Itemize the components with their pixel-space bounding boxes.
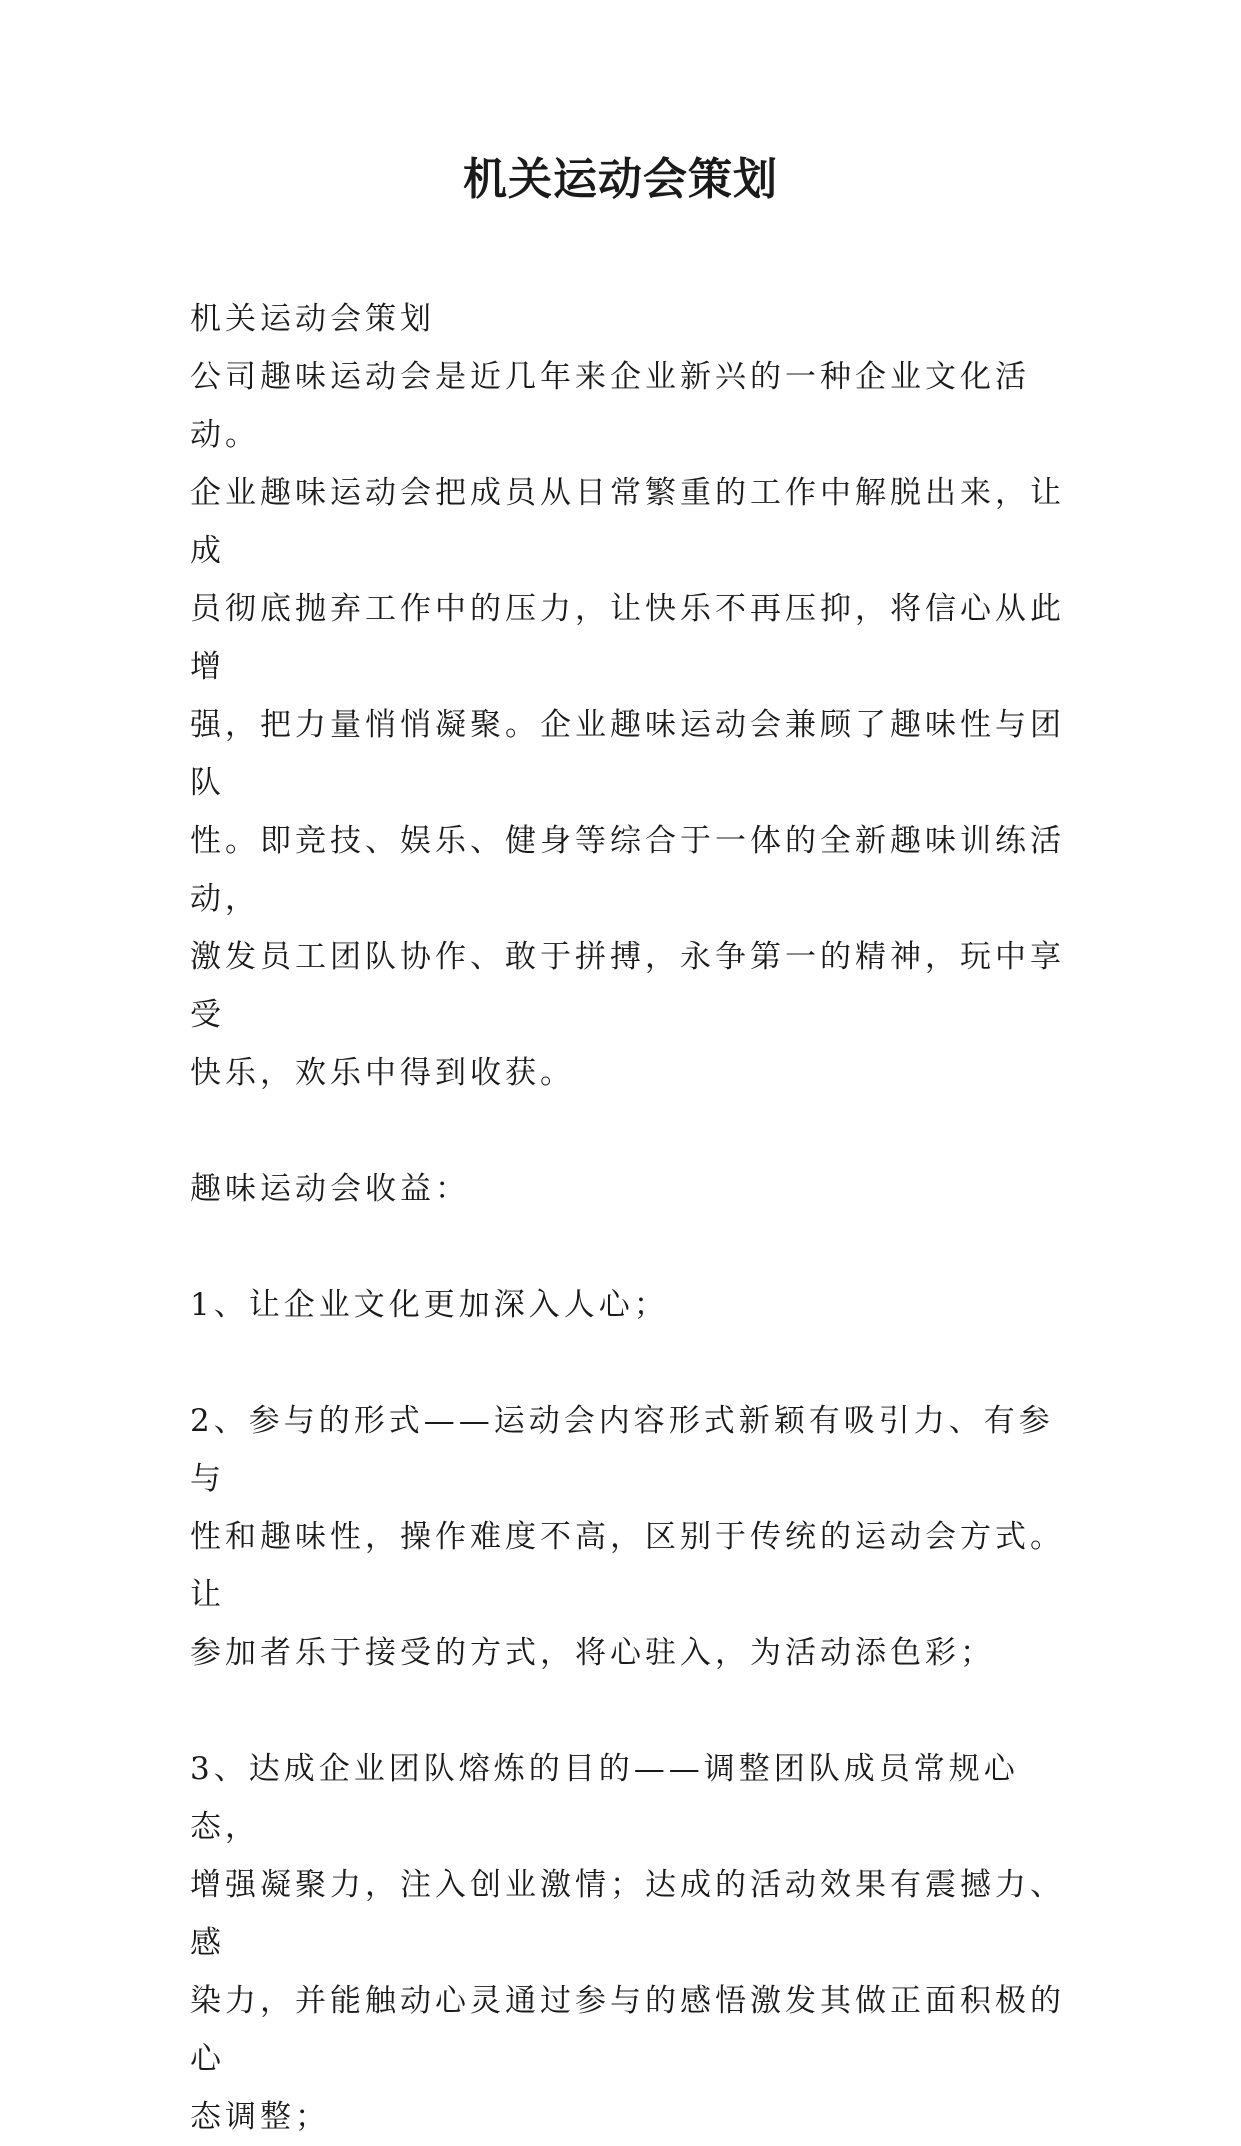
paragraph-gap (190, 1102, 1070, 1160)
intro-line: 性。即竞技、娱乐、健身等综合于一体的全新趣味训练活动， (190, 823, 1065, 917)
paragraph-gap (190, 1218, 1070, 1276)
intro-line: 员彻底抛弃工作中的压力，让快乐不再压抑，将信心从此增 (190, 591, 1065, 685)
benefit-item-3-line: 增强凝聚力，注入创业激情；达成的活动效果有震撼力、感 (190, 1867, 1065, 1961)
document-title: 机关运动会策划 (463, 154, 778, 205)
benefit-item-2-line: 性和趣味性，操作难度不高，区别于传统的运动会方式。让 (190, 1519, 1065, 1613)
benefit-item-2-line: 2、参与的形式——运动会内容形式新颖有吸引力、有参与 (190, 1403, 1054, 1497)
benefit-item-3-line: 染力，并能触动心灵通过参与的感悟激发其做正面积极的心 (190, 1983, 1065, 2077)
benefit-item-3-line: 态调整； (190, 2099, 330, 2135)
intro-line: 快乐，欢乐中得到收获。 (190, 1055, 575, 1091)
intro-line: 强，把力量悄悄凝聚。企业趣味运动会兼顾了趣味性与团队 (190, 707, 1065, 801)
paragraph-gap (190, 1682, 1070, 1740)
intro-heading: 机关运动会策划 (190, 301, 435, 337)
document-body (190, 290, 1070, 2146)
benefit-item-1-line: 1、让企业文化更加深入人心； (190, 1287, 669, 1323)
benefit-item-3-line: 3、达成企业团队熔炼的目的——调整团队成员常规心态， (190, 1751, 1019, 1845)
intro-line: 激发员工团队协作、敢于拼搏，永争第一的精神，玩中享受 (190, 939, 1065, 1033)
paragraph-gap (190, 1334, 1070, 1392)
benefits-heading: 趣味运动会收益： (190, 1171, 470, 1207)
intro-line: 公司趣味运动会是近几年来企业新兴的一种企业文化活动。 (190, 359, 1030, 453)
intro-line: 企业趣味运动会把成员从日常繁重的工作中解脱出来，让成 (190, 475, 1065, 569)
benefit-item-2-line: 参加者乐于接受的方式，将心驻入，为活动添色彩； (190, 1635, 995, 1671)
